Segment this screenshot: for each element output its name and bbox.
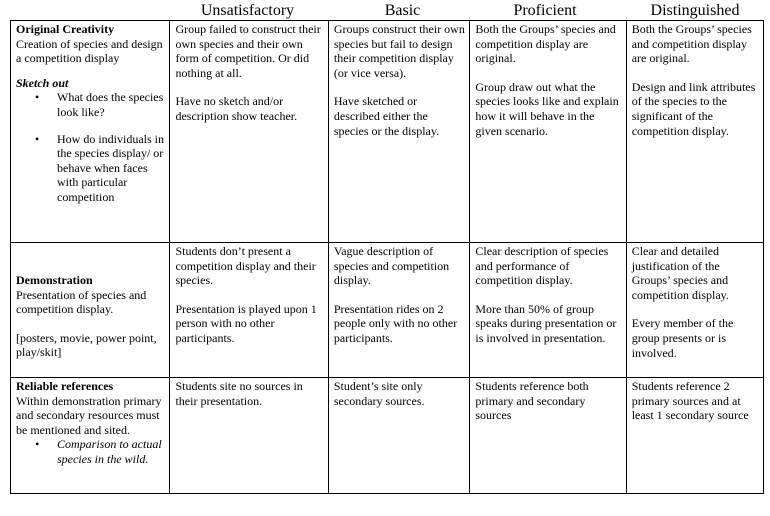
bullet-icon: •	[35, 90, 40, 105]
unsatisfactory-cell	[170, 378, 328, 494]
proficient-cell	[470, 378, 626, 494]
distinguished-cell	[626, 243, 763, 378]
cell-text: Both the Groups’ species and competition display are original.	[475, 22, 616, 66]
distinguished-cell	[626, 378, 763, 494]
criterion-cell	[11, 243, 170, 378]
criterion-cell	[11, 378, 170, 494]
basic-cell	[328, 243, 470, 378]
bullet-icon: •	[35, 131, 40, 146]
cell-text: Both the Groups’ species and competition display are original.	[631, 22, 752, 66]
basic-cell	[328, 21, 470, 243]
cell-text: Students don’t present a competition display and their species.	[175, 244, 316, 288]
header-proficient: Proficient	[513, 2, 577, 19]
table-row	[11, 378, 764, 494]
bullet-text: What does the species look like?	[57, 90, 164, 119]
cell-text: Group failed to construct their own species and their own form of competition. Or did nothing at all.	[175, 22, 321, 80]
cell-text: Group draw out what the species looks like and explain how it will behave in the given scenario.	[475, 79, 619, 138]
criterion-cell	[11, 21, 170, 243]
criterion-title: Demonstration	[16, 273, 93, 287]
cell-text: Students site no sources in their presentation.	[175, 379, 303, 408]
rubric-table	[10, 20, 764, 494]
cell-text: Clear and detailed justification of the Groups’ species and competition display.	[631, 244, 729, 302]
proficient-cell	[470, 243, 626, 378]
criterion-title: Original Creativity	[16, 22, 115, 36]
criterion-desc: Creation of species and design a competition display	[16, 36, 163, 66]
cell-text: Presentation rides on 2 people only with no other participants.	[333, 301, 458, 345]
criterion-title: Reliable references	[16, 379, 114, 393]
cell-text: Groups construct their own species but fail to design their competition display (or vice versa).	[333, 22, 465, 80]
header-basic: Basic	[384, 2, 421, 19]
criterion-desc: Presentation of species and competition display.	[16, 287, 147, 317]
header-unsatisfactory: Unsatisfactory	[200, 2, 295, 19]
cell-text: Students reference both primary and secondary sources	[475, 379, 589, 423]
cell-text: More than 50% of group speaks during presentation or is involved in presentation.	[475, 301, 617, 345]
distinguished-cell	[626, 21, 763, 243]
bullet-text: Comparison to actual species in the wild.	[57, 437, 162, 466]
cell-text: Design and link attributes of the species to the significant of the competition display.	[631, 79, 756, 138]
cell-text: Have no sketch and/or description show teacher.	[175, 94, 298, 123]
cell-text: Student’s site only secondary sources.	[333, 379, 425, 408]
criterion-bullets	[16, 437, 165, 466]
criterion-bullets	[16, 90, 165, 204]
list-item	[35, 437, 165, 466]
table-row	[11, 21, 764, 243]
bullet-text: How do individuals in the species display/ or behave when faces with particular competition	[57, 131, 164, 204]
table-row	[11, 243, 764, 378]
cell-text: Vague description of species and competition display.	[333, 244, 450, 288]
header-distinguished: Distinguished	[650, 2, 740, 19]
criterion-subtitle: Sketch out	[16, 75, 69, 90]
cell-text: Clear description of species and performance of competition display.	[475, 244, 609, 288]
list-item	[35, 90, 165, 119]
cell-text: Have sketched or described either the species or the display.	[333, 94, 440, 138]
cell-text: Every member of the group presents or is involved.	[631, 316, 734, 360]
list-item	[35, 131, 165, 205]
cell-text: Presentation is played upon 1 person with no other participants.	[175, 301, 317, 345]
criterion-desc: Within demonstration primary and secondary resources must be mentioned and sited.	[16, 393, 162, 437]
cell-text: Students reference 2 primary sources and at least 1 secondary source	[631, 379, 749, 423]
unsatisfactory-cell	[170, 243, 328, 378]
basic-cell	[328, 378, 470, 494]
proficient-cell	[470, 21, 626, 243]
criterion-note: [posters, movie, power point, play/skit]	[16, 330, 157, 360]
unsatisfactory-cell	[170, 21, 328, 243]
bullet-icon: •	[35, 437, 40, 452]
